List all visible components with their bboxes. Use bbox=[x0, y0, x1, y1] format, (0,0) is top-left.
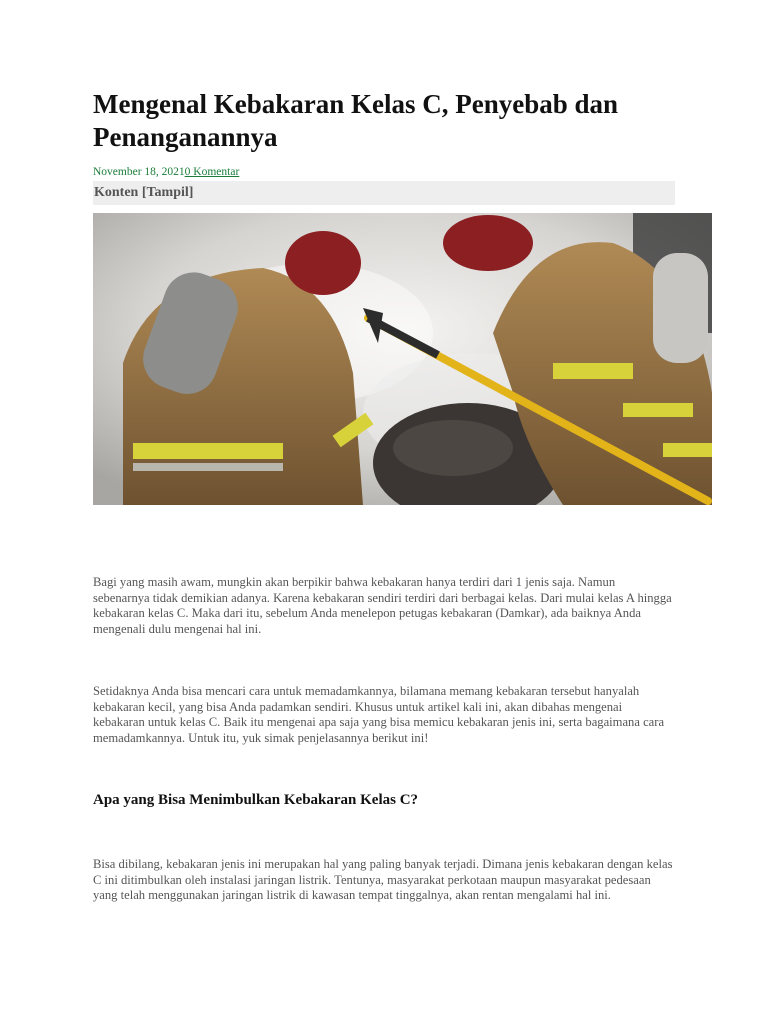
post-date: November 18, 2021 bbox=[93, 166, 185, 178]
comments-link[interactable]: 0 Komentar bbox=[184, 166, 240, 178]
table-of-contents bbox=[93, 181, 675, 205]
paragraph: Bisa dibilang, kebakaran jenis ini merupakan hal yang paling banyak terjadi. Dimana jenis kebakaran dengan kelas C ini ditimbulkan oleh instalasi jaringan listrik. Tentunya, masyarakat perkotaan maupun masyarakat pedesaan yang telah menggunakan jaringan listrik di kawasan tempat tinggalnya, akan rentan mengalami hal ini. bbox=[93, 857, 673, 902]
toc-label: Konten bbox=[94, 185, 139, 200]
hero-image bbox=[93, 213, 712, 505]
section-heading: Apa yang Bisa Menimbulkan Kebakaran Kelas C? bbox=[93, 792, 419, 808]
toc-toggle[interactable]: [Tampil] bbox=[141, 185, 194, 200]
post-meta bbox=[93, 166, 239, 178]
article-title: Mengenal Kebakaran Kelas C, Penyebab dan Penanganannya bbox=[93, 89, 619, 152]
firefighters-illustration bbox=[93, 213, 712, 505]
paragraph: Bagi yang masih awam, mungkin akan berpikir bahwa kebakaran hanya terdiri dari 1 jenis saja. Namun sebenarnya tidak demikian adanya. Karena kebakaran sendiri terdiri dari berbagai kelas. Dari mulai kelas A hingga kebakaran kelas C. Maka dari itu, sebelum Anda menelepon petugas kebakaran (Damkar), ada baiknya Anda mengenali dulu mengenai hal ini. bbox=[93, 575, 672, 636]
paragraph: Setidaknya Anda bisa mencari cara untuk memadamkannya, bilamana memang kebakaran tersebut hanyalah kebakaran kecil, yang bisa Anda padamkan sendiri. Khusus untuk artikel kali ini, akan dibahas mengenai kebakaran untuk kelas C. Baik itu mengenai apa saja yang bisa memicu kebakaran jenis ini, serta bagaimana cara memadamkannya. Untuk itu, yuk simak penjelasannya berikut ini! bbox=[93, 684, 665, 745]
